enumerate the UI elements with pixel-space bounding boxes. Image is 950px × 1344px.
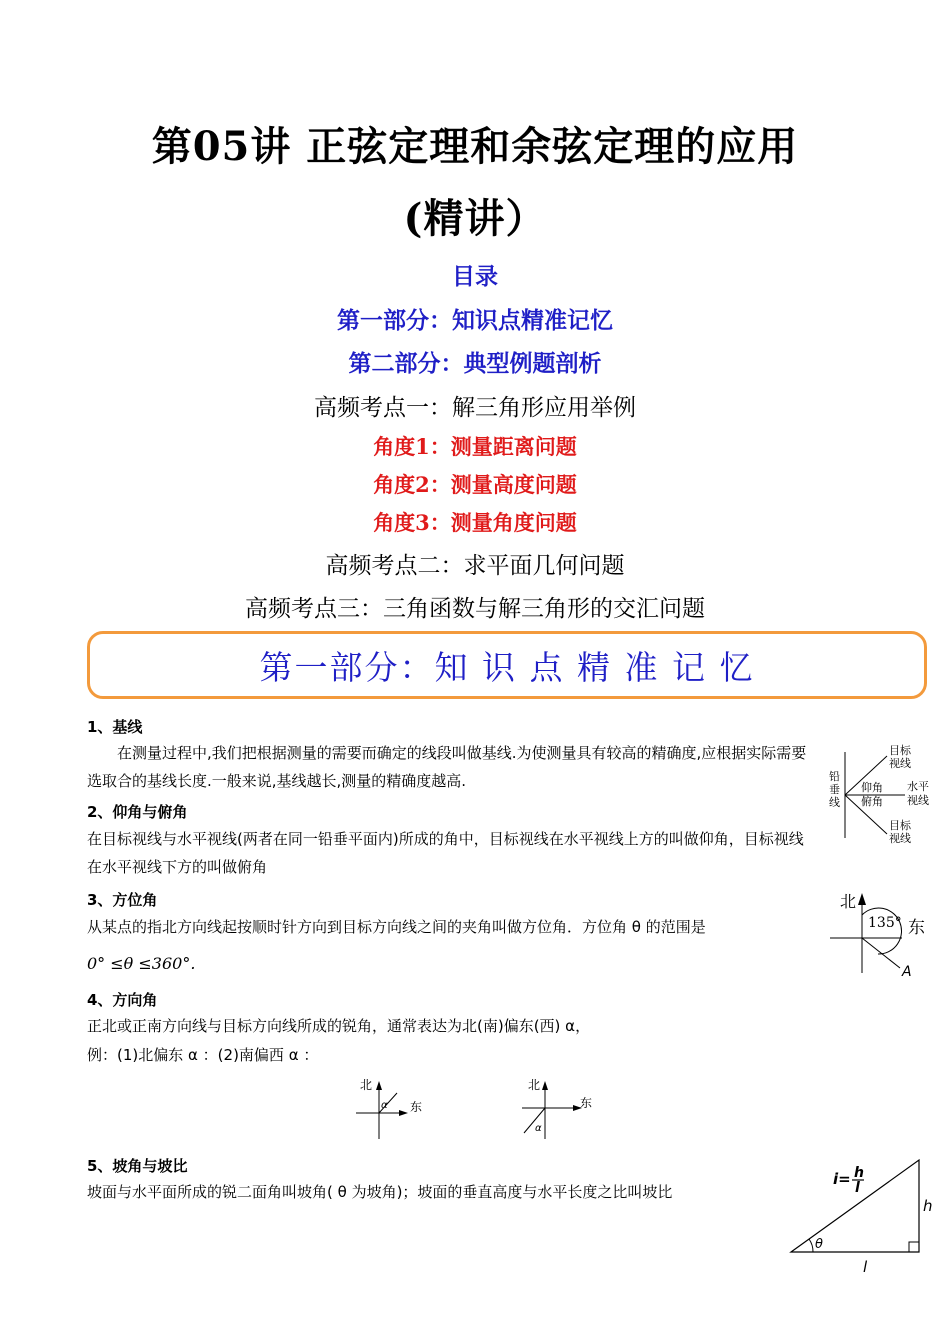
plumb-label-1: 铅 [829, 770, 840, 783]
theta-label: θ [815, 1237, 823, 1252]
target-top-label-2: 视线 [889, 757, 911, 770]
slope-figure [785, 1150, 945, 1280]
section-5-heading: 5、坡角与坡比 [87, 1157, 188, 1175]
toc-angle2[interactable]: 角度2：测量高度问题 [373, 472, 577, 497]
section-4-heading: 4、方向角 [87, 991, 158, 1009]
plumb-label-2: 垂 [829, 783, 840, 796]
east-label-1: 东 [410, 1100, 423, 1114]
north-label-2: 北 [528, 1078, 541, 1092]
slope-ratio-denominator: l [855, 1180, 860, 1196]
east-label: 东 [908, 918, 925, 938]
h-label: h [923, 1197, 933, 1215]
north-label-1: 北 [360, 1078, 373, 1092]
target-bottom-label-2: 视线 [889, 832, 911, 845]
horizontal-label-2: 视线 [907, 794, 929, 807]
toc-heading: 目录 [452, 263, 498, 290]
toc-angle1[interactable]: 角度1：测量距离问题 [373, 434, 577, 459]
down-angle-label: 俯角 [861, 795, 883, 808]
theta-arc [809, 1239, 813, 1252]
section-2-heading: 2、仰角与俯角 [87, 803, 188, 821]
toc-topic2[interactable]: 高频考点二：求平面几何问题 [325, 553, 625, 579]
page-title: 第05讲 正弦定理和余弦定理的应用 [151, 123, 799, 170]
up-angle-label: 仰角 [861, 781, 883, 794]
toc-topic1[interactable]: 高频考点一：解三角形应用举例 [314, 395, 636, 421]
toc-angle3[interactable]: 角度3：测量角度问题 [373, 510, 577, 535]
east-label-2: 东 [580, 1096, 593, 1110]
section-banner-text: 第一部分：知 识 点 精 准 记 忆 [259, 647, 755, 687]
section-1-heading: 1、基线 [87, 718, 143, 736]
right-angle-mark [909, 1242, 919, 1252]
target-top-label-1: 目标 [889, 744, 911, 757]
target-bottom-label-1: 目标 [889, 819, 911, 832]
plumb-label-3: 线 [829, 796, 840, 809]
bearing-angle-label: 135° [868, 915, 902, 931]
section-4-body: 正北或正南方向线与目标方向线所成的锐角，通常表达为北(南)偏东(西) α， [87, 1017, 591, 1035]
bearing-line [862, 938, 900, 968]
toc-topic3[interactable]: 高频考点三：三角函数与解三角形的交汇问题 [245, 596, 705, 622]
section-2-body: 在目标视线与水平视线(两者在同一铅垂平面内)所成的角中，目标视线在水平视线上方的叫做仰角，目标视线在水平视线下方的叫做俯角 [87, 830, 804, 876]
slope-ratio-numerator: h [854, 1165, 864, 1181]
page-subtitle: (精讲） [403, 195, 547, 242]
east-arrow-icon-1 [399, 1110, 408, 1116]
toc-part2[interactable]: 第二部分：典型例题剖析 [348, 350, 602, 377]
alpha-label-2: α [535, 1123, 542, 1134]
slope-ratio-prefix: i= [833, 1170, 851, 1188]
section-3-body: 从某点的指北方向线起按顺时针方向到目标方向线之间的夹角叫做方位角．方位角 θ 的范围是 [87, 918, 706, 936]
north-arrow-icon-2 [542, 1081, 548, 1090]
section-1-body: 在测量过程中,我们把根据测量的需要而确定的线段叫做基线.为使测量具有较高的精确度,应根据实际需要选取合的基线长度.一般来说,基线越长,测量的精确度越高. [87, 744, 807, 790]
horizontal-label-1: 水平 [907, 780, 929, 793]
north-label: 北 [840, 892, 857, 911]
alpha-label-1: α [381, 1100, 388, 1111]
north-arrow-icon [858, 893, 866, 905]
l-label: l [863, 1258, 868, 1276]
section-3-range: 0° ≤θ ≤360°. [87, 954, 196, 973]
direction-figure-2 [518, 1077, 598, 1141]
north-arrow-icon-1 [376, 1081, 382, 1090]
direction-figure-1 [352, 1077, 432, 1141]
elevation-depression-figure [825, 742, 945, 848]
point-a-label: A [902, 964, 912, 980]
section-4-example: 例：(1)北偏东 α ：(2)南偏西 α ： [87, 1046, 319, 1064]
section-5-body: 坡面与水平面所成的锐二面角叫坡角( θ 为坡角)；坡面的垂直高度与水平长度之比叫坡比 [87, 1183, 673, 1201]
section-banner [87, 631, 927, 699]
bearing-figure [830, 885, 940, 980]
section-3-heading: 3、方位角 [87, 891, 158, 909]
toc-part1[interactable]: 第一部分：知识点精准记忆 [337, 307, 613, 334]
